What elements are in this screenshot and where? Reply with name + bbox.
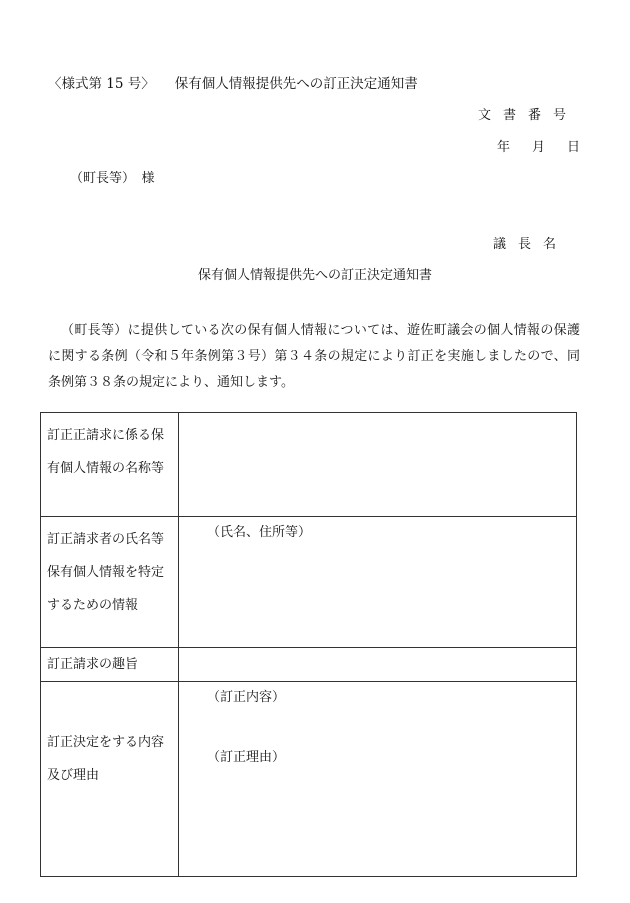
row-label: 訂正決定をする内容及び理由 xyxy=(41,682,179,877)
sender-name: 議長名 xyxy=(492,237,568,252)
row-value xyxy=(179,413,577,517)
date-month: 月 xyxy=(531,140,545,155)
form-name: 保有個人情報提供先への訂正決定通知書 xyxy=(174,76,418,92)
correction-content-label: （訂正内容） xyxy=(207,690,286,705)
date-year: 年 xyxy=(496,140,510,155)
info-table xyxy=(40,412,577,877)
addressee: （町長等） 様 xyxy=(70,171,155,186)
row-value xyxy=(179,648,577,682)
row-label: 訂正請求の趣旨 xyxy=(41,648,179,682)
table-row xyxy=(41,413,577,517)
date-day: 日 xyxy=(566,140,580,155)
form-number: 〈様式第 15 号〉 xyxy=(48,76,155,92)
date-line xyxy=(475,136,580,155)
document-title: 保有個人情報提供先への訂正決定通知書 xyxy=(197,268,432,283)
correction-reason-label: （訂正理由） xyxy=(207,750,286,765)
row-value: （氏名、住所等） xyxy=(179,517,577,648)
row-value xyxy=(179,682,577,877)
table-row xyxy=(41,517,577,648)
form-title xyxy=(48,72,418,92)
table-row xyxy=(41,648,577,682)
row-label: 訂正請求者の氏名等保有個人情報を特定するための情報 xyxy=(41,517,179,648)
row-label: 訂正正請求に係る保有個人情報の名称等 xyxy=(41,413,179,517)
body-paragraph: （町長等）に提供している次の保有個人情報については、遊佐町議会の個人情報の保護に関する条例（令和５年条例第３号）第３４条の規定により訂正を実施しましたので、同条例第３８条の規定により、通知します。 xyxy=(48,323,580,390)
document-number: 文書番号 xyxy=(477,108,578,123)
spacer xyxy=(207,708,576,748)
table-row xyxy=(41,682,577,877)
